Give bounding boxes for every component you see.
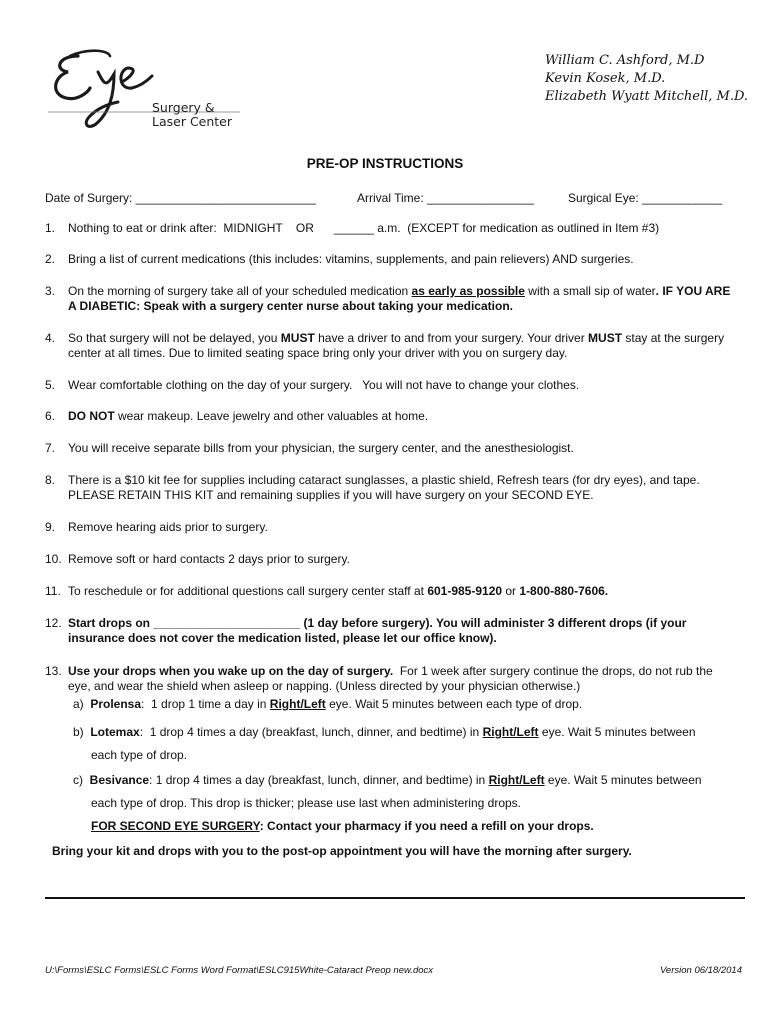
emphasis-text: as early as possible (411, 284, 525, 298)
item-number: 5. (45, 378, 56, 392)
item-text: To reschedule or for additional questions call surgery center staff at 601-985-9120 or 1-800-880-7606. (68, 584, 609, 598)
diabetic-note: . IF YOU ARE A DIABETIC: Speak with a surgery center nurse about taking your medication. (68, 284, 731, 313)
physician-name: Kevin Kosek, M.D. (545, 71, 666, 86)
clinic-logo (48, 42, 258, 137)
item-text: DO NOT wear makeup. Leave jewelry and other valuables at home. (68, 409, 429, 423)
drug-name: Prolensa (90, 697, 142, 711)
logo-line-laser: Laser Center (152, 114, 233, 129)
eye-choice[interactable]: Right/Left (488, 773, 545, 787)
item-text: On the morning of surgery take all of your scheduled medication as early as possible with a small sip of water. IF YOU ARE A DIABETIC: Speak with a surgery center nurse about taking your medication. (68, 284, 731, 313)
item-text: Nothing to eat or drink after: MIDNIGHT OR ______ a.m. (EXCEPT for medication as outlined in Item #3) (68, 221, 660, 235)
logo-line-surgery: Surgery & (152, 100, 215, 115)
item-number: 10. (45, 552, 62, 566)
document-path: U:\Forms\ESLC Forms\ESLC Forms Word Format\ESLC915White-Cataract Preop new.docx (45, 965, 434, 976)
phone-number: 601-985-9120 (427, 584, 503, 598)
drug-name: Besivance (89, 773, 150, 787)
drop-instruction-b-cont: each type of drop. (91, 748, 188, 762)
document-version: Version 06/18/2014 (659, 965, 742, 976)
eye-choice[interactable]: Right/Left (482, 725, 539, 739)
second-eye-note: FOR SECOND EYE SURGERY: Contact your pharmacy if you need a refill on your drops. (91, 819, 594, 833)
physician-list (545, 52, 748, 106)
page-title: PRE-OP INSTRUCTIONS (306, 156, 464, 171)
item-text: Start drops on ______________________ (1 day before surgery). You will administer 3 different drops (if your insurance does not cover the medication listed, please let our office know). (68, 616, 687, 645)
drop-instruction-c-cont: each type of drop. This drop is thicker; please use last when administering drops. (91, 796, 522, 810)
item-text: Use your drops when you wake up on the day of surgery. For 1 week after surgery continue the drops, do not rub the eye, and wear the shield when asleep or napping. (Unless directed by your physician otherwise.) (68, 664, 717, 693)
footer-divider (45, 897, 745, 899)
item-number: 6. (45, 409, 56, 423)
item-number: 7. (45, 441, 56, 455)
item-number: 4. (45, 331, 56, 345)
arrival-time-field[interactable]: Arrival Time: ________________ (357, 191, 534, 205)
item-text: There is a $10 kit fee for supplies including cataract sunglasses, a plastic shield, Refresh tears (for dry eyes), and tape. PLEASE RETAIN THIS KIT and remaining supplies if you will have surgery on your SECOND EYE. (68, 473, 700, 502)
drug-name: Lotemax (90, 725, 140, 739)
item-number: 13. (45, 664, 62, 678)
item-number: 3. (45, 284, 56, 298)
item-text: You will receive separate bills from your physician, the surgery center, and the anesthesiologist. (68, 441, 574, 455)
item-text: So that surgery will not be delayed, you MUST have a driver to and from your surgery. Your driver MUST stay at the surgery center at all times. Due to limited seating space bring only your driver with you on surgery day. (68, 331, 725, 360)
drop-instruction-c: c) Besivance: 1 drop 4 times a day (breakfast, lunch, dinner, and bedtime) in Right/Left eye. Wait 5 minutes between (73, 773, 702, 787)
item-number: 11. (45, 584, 61, 598)
physician-name: Elizabeth Wyatt Mitchell, M.D. (545, 89, 749, 104)
drop-instruction-a: a) Prolensa: 1 drop 1 time a day in Right/Left eye. Wait 5 minutes between each type of drop. (73, 697, 583, 711)
item-number: 9. (45, 520, 56, 534)
drop-instruction-b: b) Lotemax: 1 drop 4 times a day (breakfast, lunch, dinner, and bedtime) in Right/Left eye. Wait 5 minutes between (73, 725, 696, 739)
item-text: Wear comfortable clothing on the day of your surgery. You will not have to change your clothes. (68, 378, 580, 392)
eye-choice[interactable]: Right/Left (269, 697, 326, 711)
surgical-eye-field[interactable]: Surgical Eye: ____________ (568, 191, 723, 205)
date-of-surgery-field[interactable]: Date of Surgery: ___________________________ (45, 191, 316, 205)
item-number: 1. (45, 221, 56, 235)
item-number: 2. (45, 252, 56, 266)
item-text: Bring a list of current medications (this includes: vitamins, supplements, and pain relievers) AND surgeries. (68, 252, 634, 266)
item-number: 12. (45, 616, 62, 630)
item-number: 8. (45, 473, 56, 487)
post-op-reminder: Bring your kit and drops with you to the post-op appointment you will have the morning after surgery. (52, 844, 632, 858)
item-text: Remove hearing aids prior to surgery. (68, 520, 268, 534)
phone-number: 1-800-880-7606. (519, 584, 609, 598)
item-text: Remove soft or hard contacts 2 days prior to surgery. (68, 552, 350, 566)
physician-name: William C. Ashford, M.D (545, 53, 705, 68)
